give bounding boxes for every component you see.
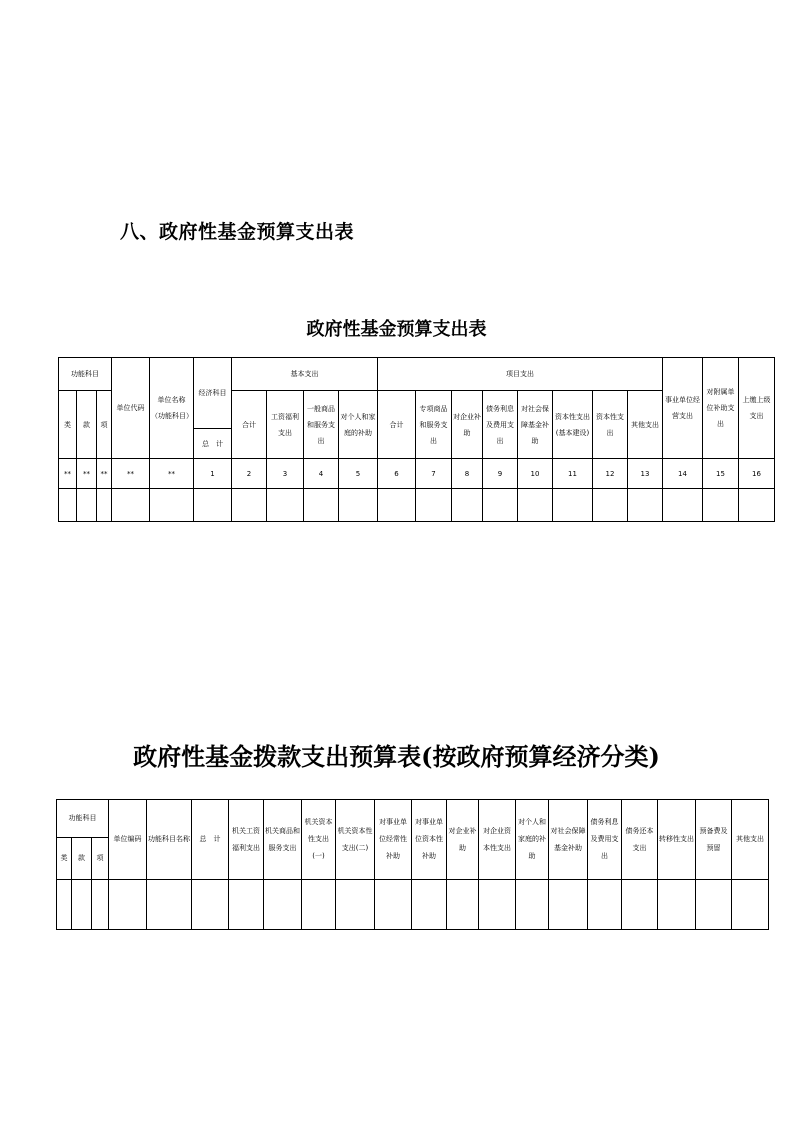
index-cell: 10 (518, 459, 553, 489)
empty-cell (192, 880, 229, 930)
header-econ-col: 机关商品和服务支出 (264, 800, 302, 880)
empty-cell (267, 489, 304, 522)
header-tail-col: 上缴上级支出 (739, 358, 775, 459)
header-project-col: 对社会保障基金补助 (518, 391, 553, 459)
empty-cell (588, 880, 622, 930)
empty-cell (336, 880, 375, 930)
header-econ-col: 转移性支出 (658, 800, 696, 880)
empty-cell (150, 489, 194, 522)
empty-cell (77, 489, 97, 522)
header-unit-code: 单位编码 (109, 800, 147, 880)
header-econ-col: 对企业资本性支出 (479, 800, 516, 880)
index-cell: 16 (739, 459, 775, 489)
header-basic-col: 合计 (232, 391, 267, 459)
header-econ-col: 债务利息及费用支出 (588, 800, 622, 880)
empty-cell (732, 880, 769, 930)
empty-cell (232, 489, 267, 522)
header-func-subject: 功能科目 (59, 358, 112, 391)
index-cell: 7 (416, 459, 452, 489)
empty-cell (553, 489, 593, 522)
allocation-expenditure-table (56, 799, 769, 930)
empty-cell (658, 880, 696, 930)
index-cell: 13 (628, 459, 663, 489)
empty-cell (194, 489, 232, 522)
empty-cell (147, 880, 192, 930)
header-econ-col: 对企业补助 (447, 800, 479, 880)
empty-cell (416, 489, 452, 522)
header-econ-col: 机关资本性支出(二) (336, 800, 375, 880)
header-econ-col: 预备费及预留 (696, 800, 732, 880)
index-cell: 3 (267, 459, 304, 489)
header-project-col: 其他支出 (628, 391, 663, 459)
empty-data-row (57, 880, 769, 930)
header-econ-col: 对事业单位经常性补助 (375, 800, 412, 880)
empty-cell (57, 880, 72, 930)
header-func-kuan: 款 (77, 391, 97, 459)
header-project-col: 资本性支出 (593, 391, 628, 459)
empty-cell (696, 880, 732, 930)
index-cell: 15 (703, 459, 739, 489)
empty-cell (264, 880, 302, 930)
index-cell: 5 (339, 459, 378, 489)
header-econ-col: 机关资本性支出(一) (302, 800, 336, 880)
index-cell: ** (77, 459, 97, 489)
index-row (59, 459, 775, 489)
empty-cell (516, 880, 549, 930)
header-unit-code: 单位代码 (112, 358, 150, 459)
header-total: 总 计 (192, 800, 229, 880)
empty-cell (739, 489, 775, 522)
header-basic-col: 一般商品和服务支出 (304, 391, 339, 459)
empty-cell (593, 489, 628, 522)
empty-cell (452, 489, 483, 522)
header-project-col: 专项商品和服务支出 (416, 391, 452, 459)
header-econ-col: 对事业单位资本性补助 (412, 800, 447, 880)
empty-cell (628, 489, 663, 522)
empty-data-row (59, 489, 775, 522)
empty-cell (518, 489, 553, 522)
empty-cell (72, 880, 92, 930)
empty-cell (339, 489, 378, 522)
empty-cell (302, 880, 336, 930)
header-econ-col: 对个人和家庭的补助 (516, 800, 549, 880)
empty-cell (378, 489, 416, 522)
table2-title: 政府性基金拨款支出预算表(按政府预算经济分类) (133, 742, 660, 771)
empty-cell (375, 880, 412, 930)
index-cell: 9 (483, 459, 518, 489)
header-unit-name: 单位名称（功能科目） (150, 358, 194, 459)
empty-cell (479, 880, 516, 930)
header-func-name: 功能科目名称 (147, 800, 192, 880)
table1-title: 政府性基金预算支出表 (306, 319, 487, 340)
header-econ-col: 对社会保障基金补助 (549, 800, 588, 880)
header-basic-col: 工资福利支出 (267, 391, 304, 459)
header-tail-col: 事业单位经营支出 (663, 358, 703, 459)
header-project-group: 项目支出 (378, 358, 663, 391)
index-cell: ** (112, 459, 150, 489)
index-cell: 1 (194, 459, 232, 489)
index-cell: 8 (452, 459, 483, 489)
header-func-kuan: 款 (72, 838, 92, 880)
empty-cell (304, 489, 339, 522)
empty-cell (549, 880, 588, 930)
empty-cell (447, 880, 479, 930)
index-cell: 12 (593, 459, 628, 489)
header-func-lei: 类 (59, 391, 77, 459)
index-cell: 11 (553, 459, 593, 489)
header-project-col: 资本性支出(基本建设) (553, 391, 593, 459)
index-cell: 4 (304, 459, 339, 489)
header-total: 总 计 (194, 429, 232, 459)
header-project-col: 债务利息及费用支出 (483, 391, 518, 459)
header-econ-col: 机关工资福利支出 (229, 800, 264, 880)
empty-cell (59, 489, 77, 522)
index-cell: 6 (378, 459, 416, 489)
index-cell: ** (97, 459, 112, 489)
header-func-xiang: 项 (92, 838, 109, 880)
empty-cell (92, 880, 109, 930)
empty-cell (112, 489, 150, 522)
header-func-xiang: 项 (97, 391, 112, 459)
index-cell: ** (59, 459, 77, 489)
header-econ-col: 其他支出 (732, 800, 769, 880)
header-basic-group: 基本支出 (232, 358, 378, 391)
header-func-subject: 功能科目 (57, 800, 109, 838)
empty-cell (412, 880, 447, 930)
header-basic-col: 对个人和家庭的补助 (339, 391, 378, 459)
empty-cell (622, 880, 658, 930)
header-econ-subject: 经济科目 (194, 358, 232, 429)
header-project-col: 对企业补助 (452, 391, 483, 459)
empty-cell (663, 489, 703, 522)
index-cell: ** (150, 459, 194, 489)
empty-cell (97, 489, 112, 522)
empty-cell (703, 489, 739, 522)
budget-expenditure-table (58, 357, 775, 522)
header-project-col: 合计 (378, 391, 416, 459)
empty-cell (109, 880, 147, 930)
index-cell: 14 (663, 459, 703, 489)
header-econ-col: 债务还本支出 (622, 800, 658, 880)
index-cell: 2 (232, 459, 267, 489)
header-func-lei: 类 (57, 838, 72, 880)
header-tail-col: 对附属单位补助支出 (703, 358, 739, 459)
empty-cell (229, 880, 264, 930)
empty-cell (483, 489, 518, 522)
section-heading: 八、政府性基金预算支出表 (120, 221, 355, 243)
